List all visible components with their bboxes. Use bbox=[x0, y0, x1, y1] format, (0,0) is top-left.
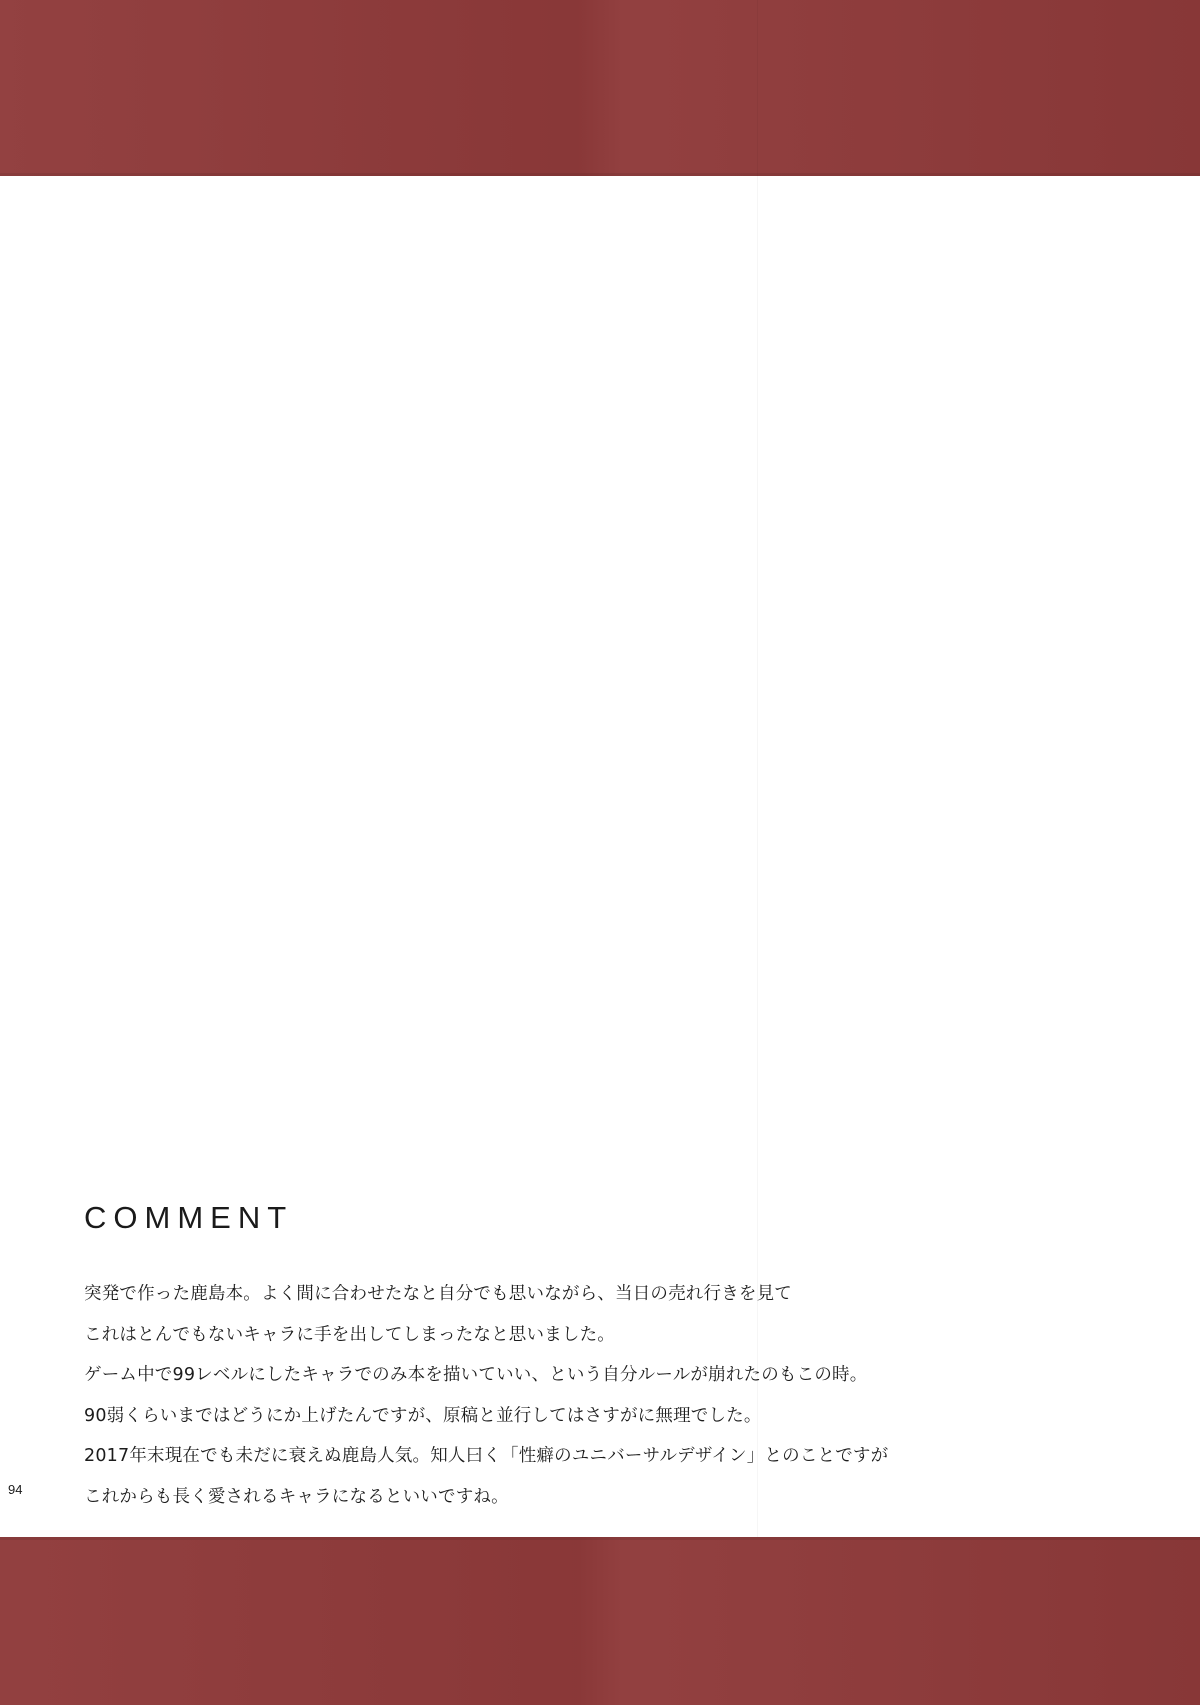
comment-line: 2017年末現在でも未だに衰えぬ鹿島人気。知人曰く「性癖のユニバーサルデザイン」とのことですが bbox=[84, 1446, 889, 1467]
comment-line: これはとんでもないキャラに手を出してしまったなと思いました。 bbox=[84, 1324, 615, 1345]
comment-section bbox=[84, 1200, 1014, 1518]
comment-line: 突発で作った鹿島本。よく間に合わせたなと自分でも思いながら、当日の売れ行きを見て bbox=[84, 1284, 792, 1304]
comment-line: 90弱くらいまではどうにか上げたんですが、原稿と並行してはさすがに無理でした。 bbox=[84, 1405, 762, 1426]
bottom-color-band bbox=[0, 1537, 1200, 1705]
top-color-band bbox=[0, 0, 1200, 176]
comment-body bbox=[84, 1274, 1014, 1518]
page-number: 94 bbox=[8, 1482, 23, 1497]
comment-line: ゲーム中で99レベルにしたキャラでのみ本を描いていい、という自分ルールが崩れたのもこの時。 bbox=[84, 1365, 868, 1386]
comment-line: これからも長く愛されるキャラになるといいですね。 bbox=[84, 1486, 509, 1507]
comment-heading: COMMENT bbox=[84, 1200, 294, 1235]
